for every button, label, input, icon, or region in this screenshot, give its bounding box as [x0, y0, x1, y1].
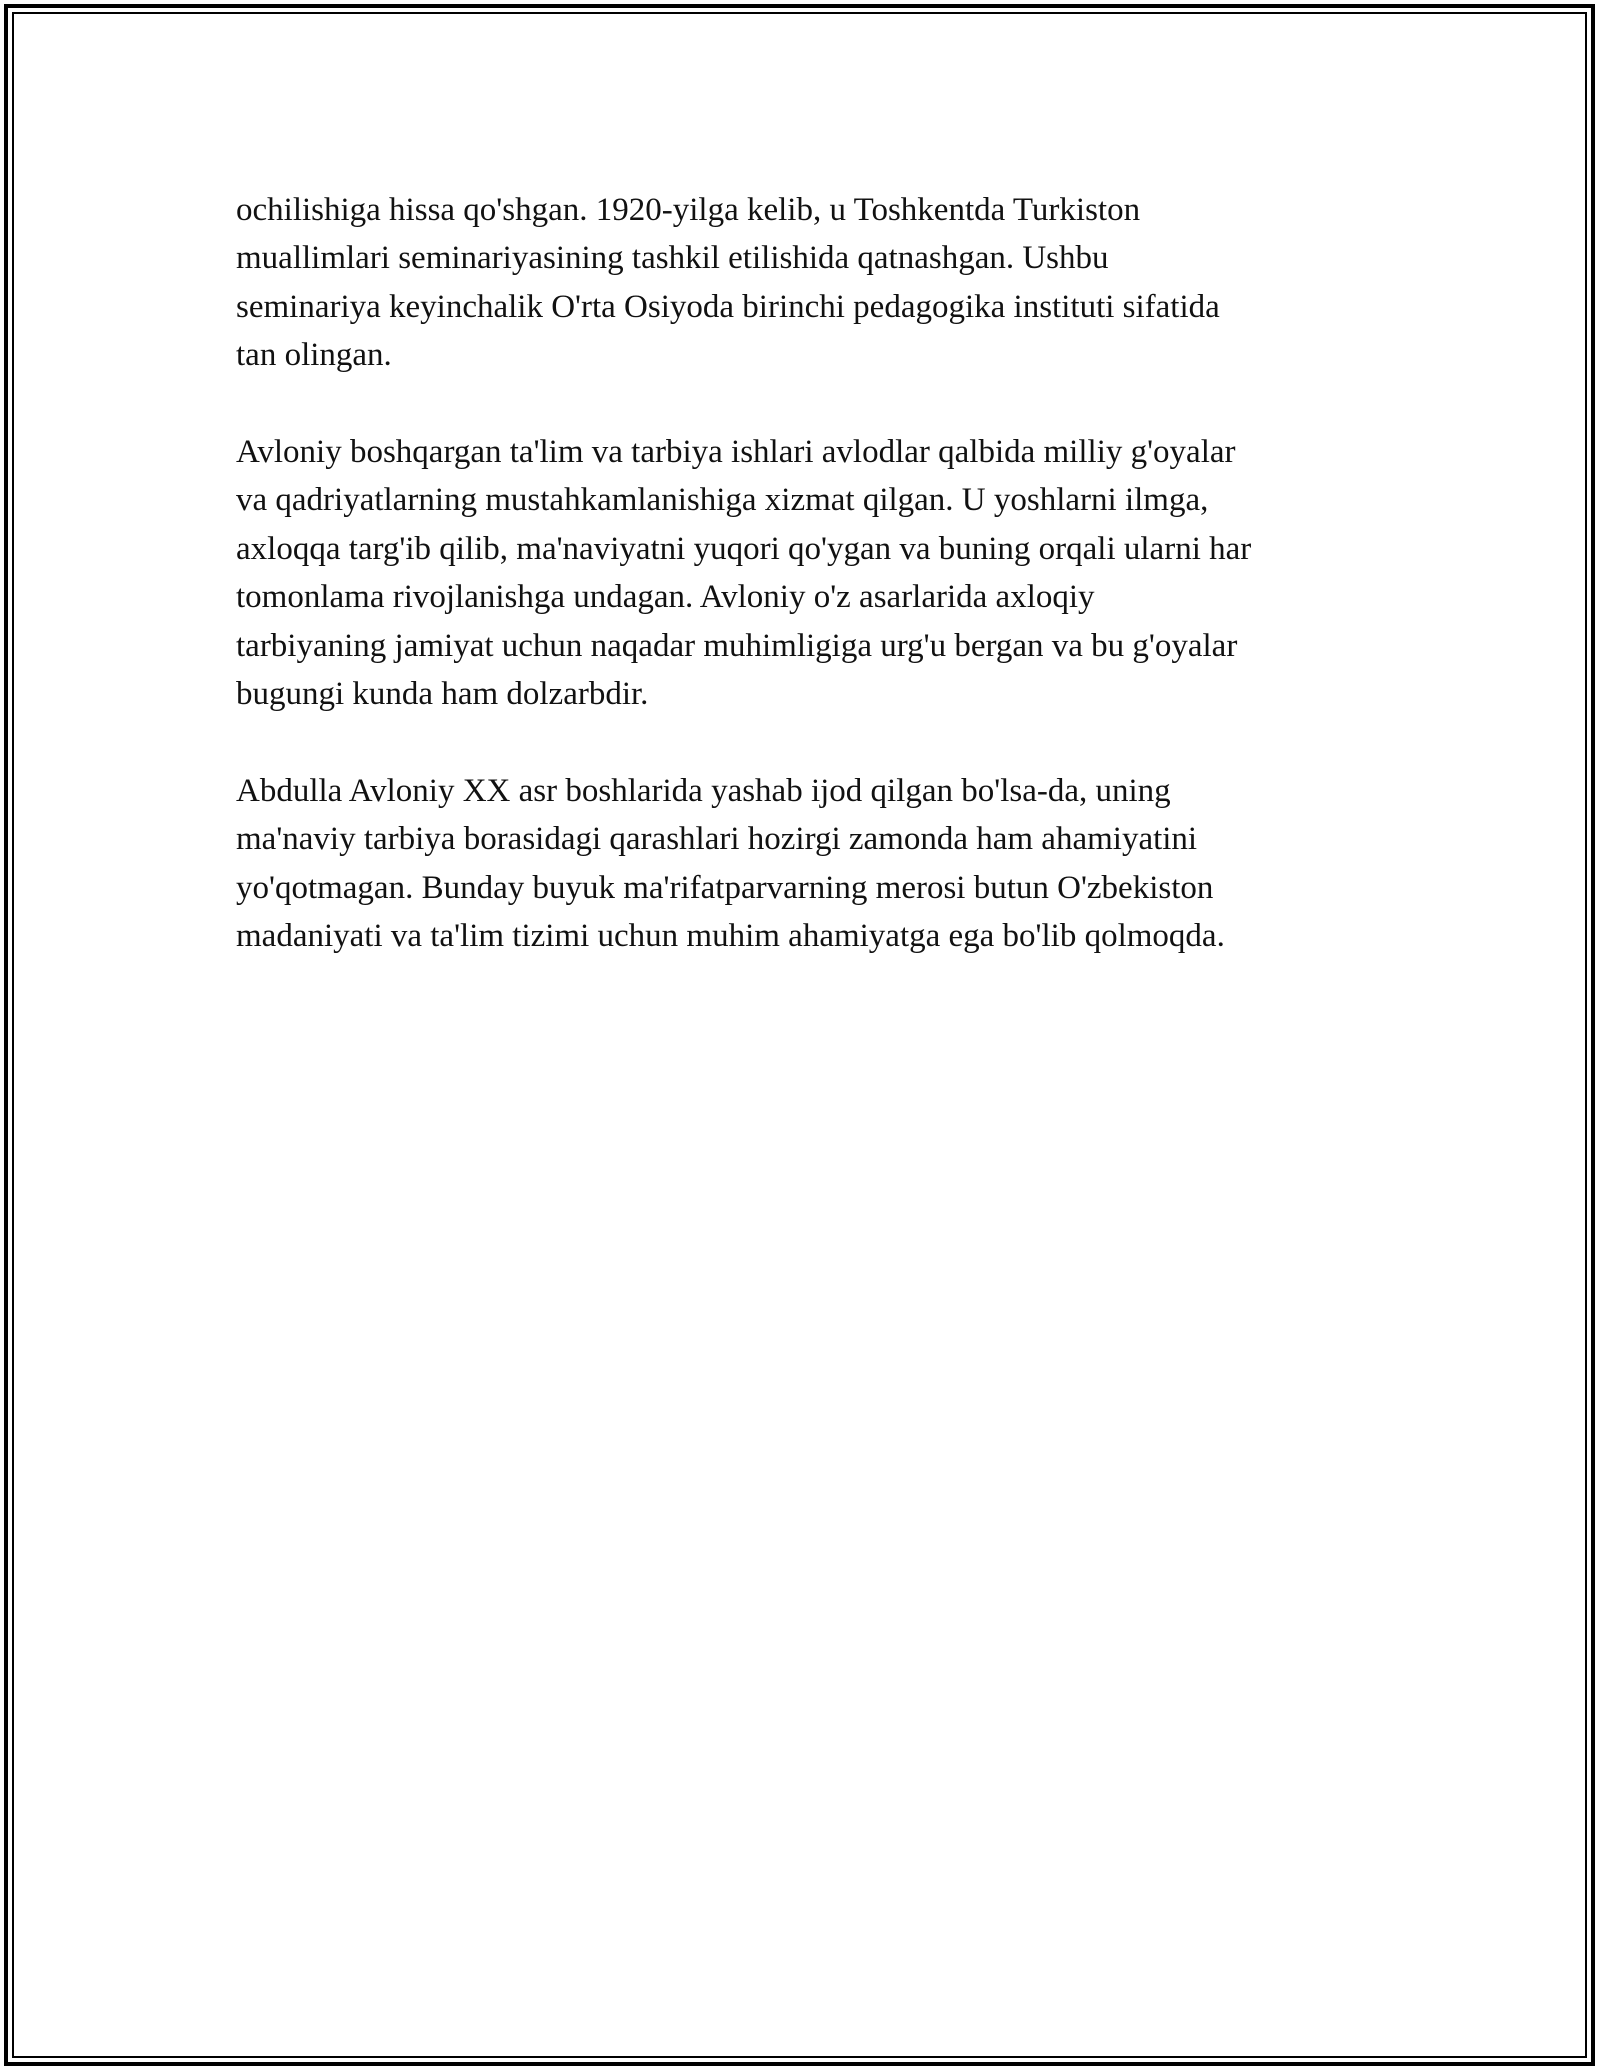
paragraph-2: Avloniy boshqargan ta'lim va tarbiya ishlari avlodlar qalbida milliy g'oyalar va qadriyatlarning mustahkamlanishiga xizmat qilgan. U yoshlarni ilmga, axloqqa targ'ib qilib, ma'naviyatni yuqori qo'ygan va buning orqali ularni har tomonlama rivojlanishga undagan. Avloniy o'z asarlarida axloqiy tarbiyaning jamiyat uchun naqadar muhimligiga urg'u bergan va bu g'oyalar bugungi kunda ham dolzarbdir. [236, 434, 1252, 713]
paragraph-1: ochilishiga hissa qo'shgan. 1920-yilga kelib, u Toshkentda Turkiston muallimlari seminariyasining tashkil etilishida qatnashgan. Ushbu seminariya keyinchalik O'rta Osiyoda birinchi pedagogika instituti sifatida tan olingan. [236, 192, 1220, 374]
paragraph-3: Abdulla Avloniy XX asr boshlarida yashab ijod qilgan bo'lsa-da, uning ma'naviy tarbiya borasidagi qarashlari hozirgi zamonda ham ahamiyatini yo'qotmagan. Bunday buyuk ma'rifatparvarning merosi butun O'zbekiston madaniyati va ta'lim tizimi uchun muhim ahamiyatga ega bo'lib qolmoqda. [236, 772, 1225, 955]
document-body [236, 186, 1376, 1009]
